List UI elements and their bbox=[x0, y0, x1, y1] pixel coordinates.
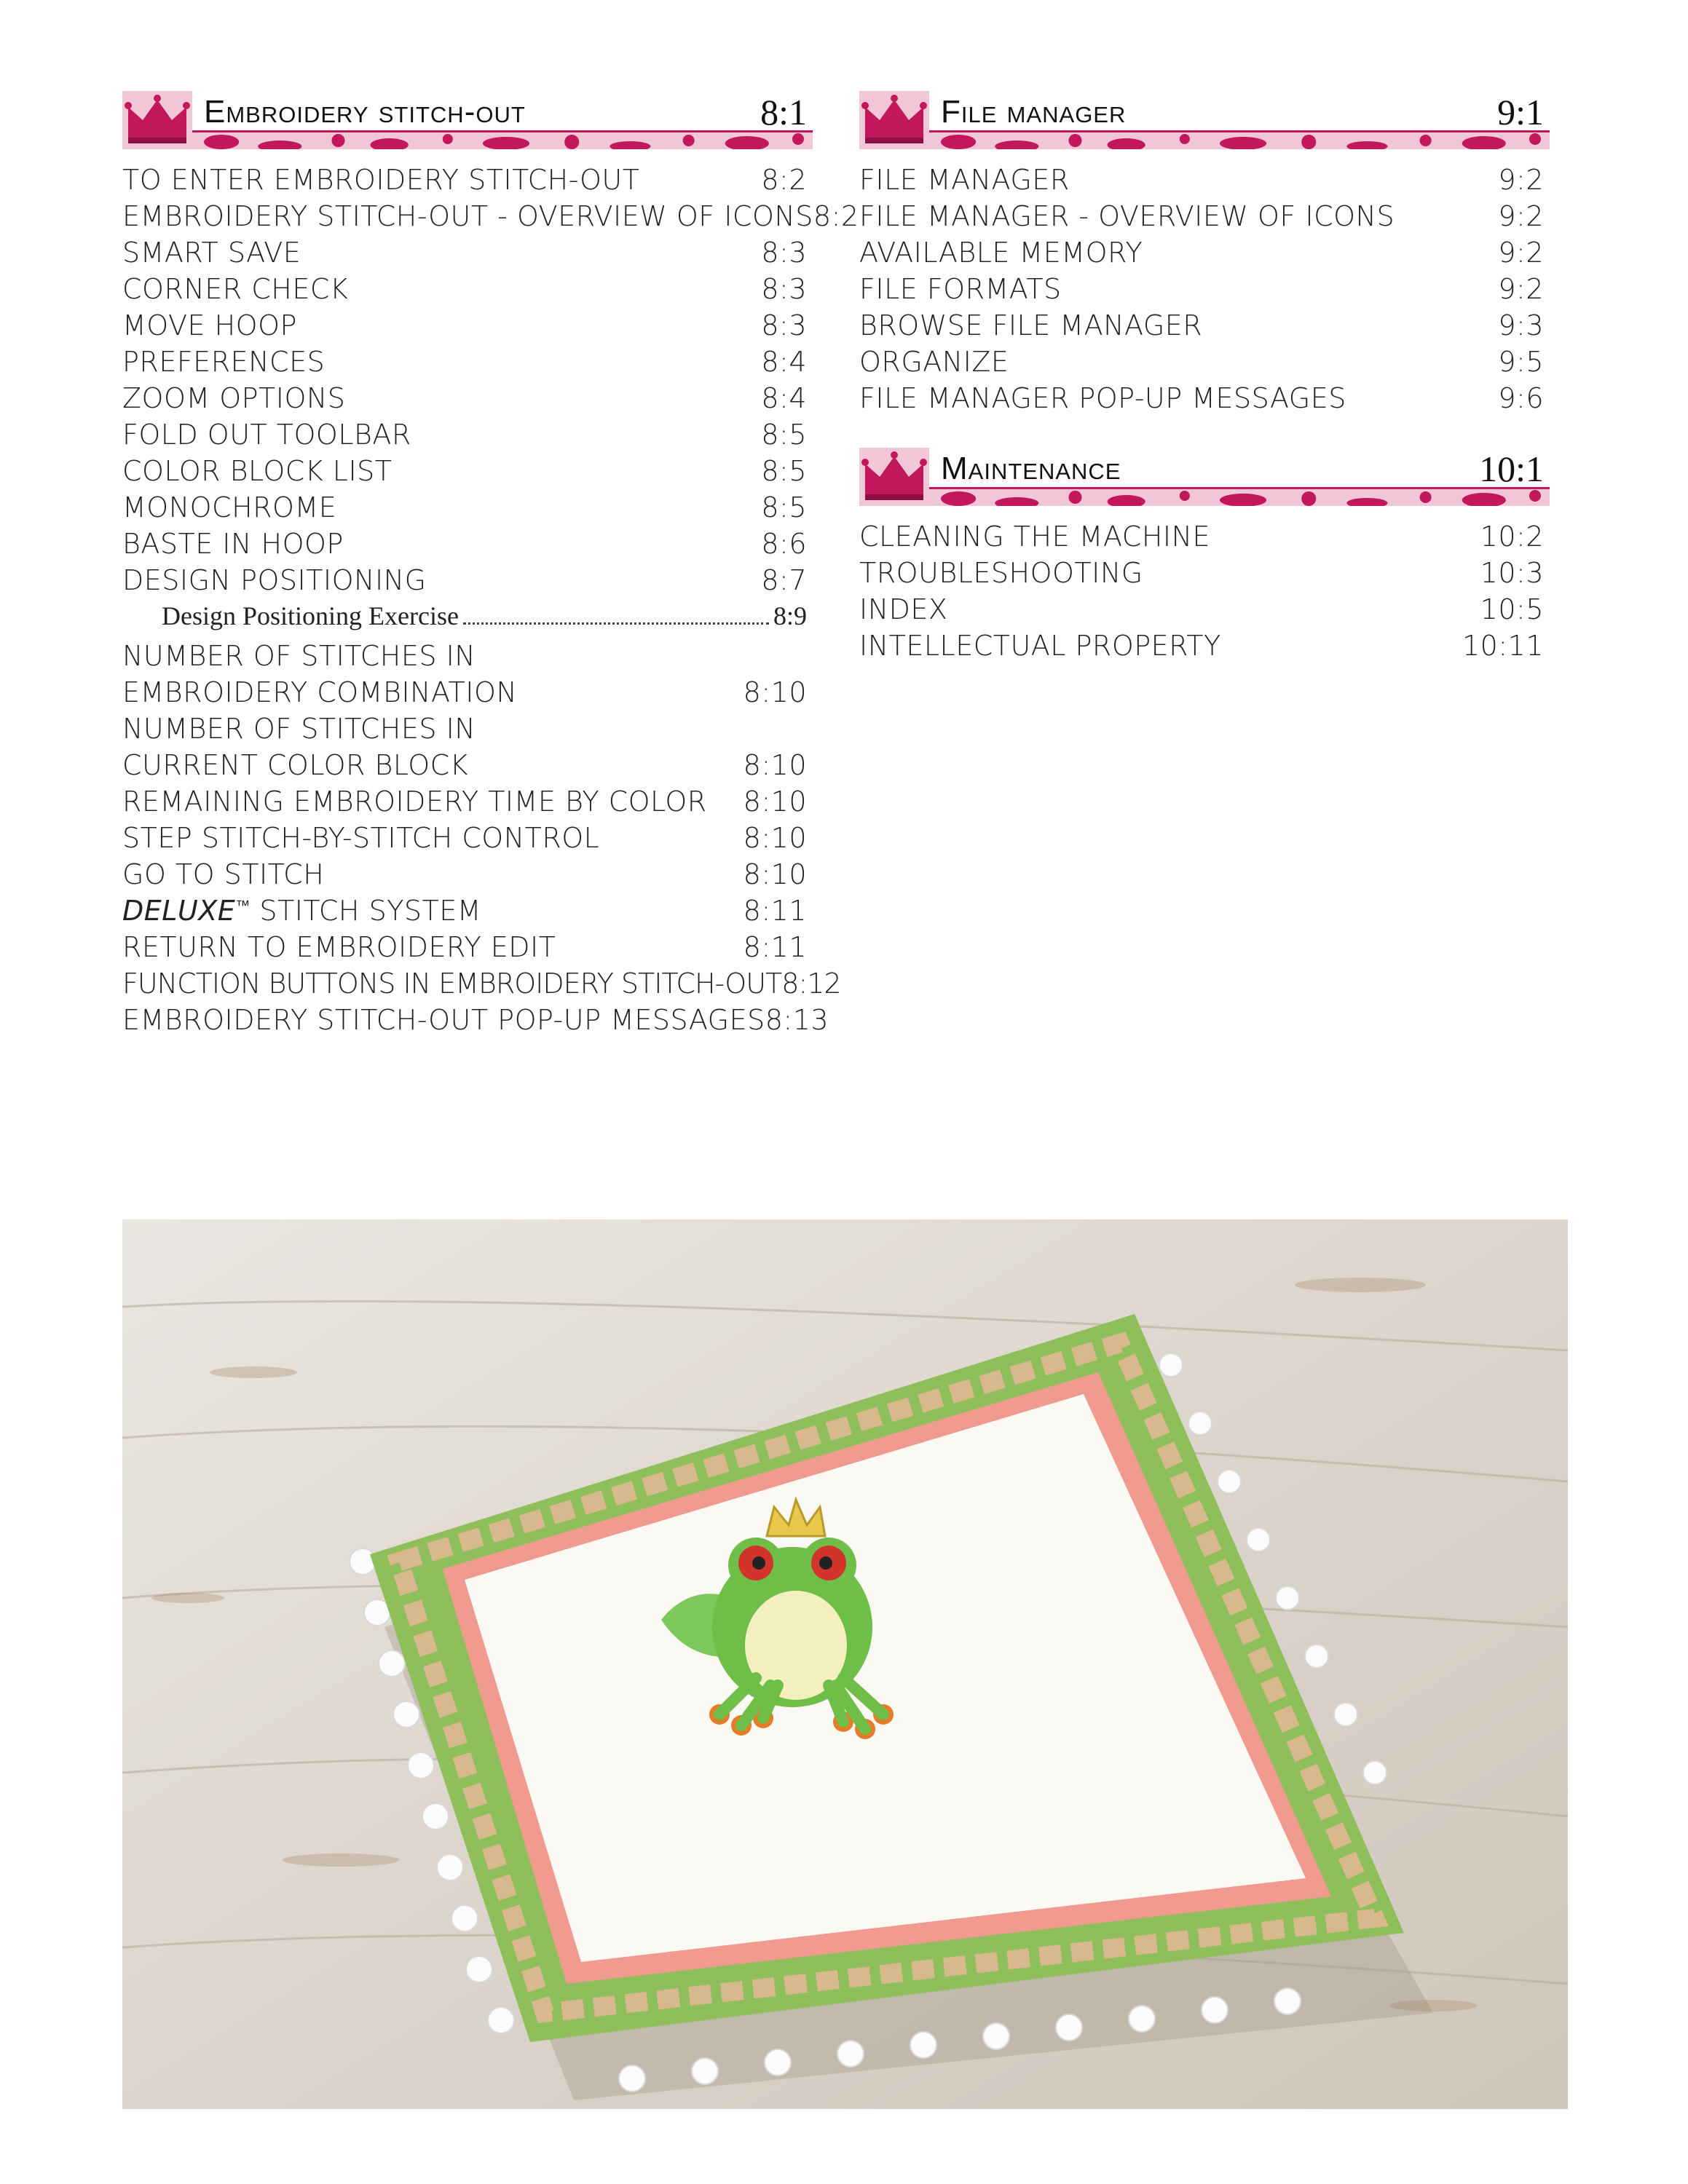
toc-entry-page: 8:11 bbox=[743, 931, 807, 963]
toc-column-right bbox=[859, 91, 1550, 666]
toc-entry-label: TO ENTER EMBROIDERY STITCH-OUT bbox=[122, 164, 640, 196]
toc-entry[interactable] bbox=[859, 382, 1550, 419]
toc-entry-wrapped[interactable] bbox=[122, 713, 813, 786]
toc-entry-label: BASTE IN HOOP bbox=[122, 528, 344, 560]
toc-entry-label: FUNCTION BUTTONS IN EMBROIDERY STITCH-OUT bbox=[122, 968, 782, 1000]
toc-entry[interactable] bbox=[122, 346, 813, 382]
toc-entry-page: 8:12 bbox=[781, 968, 841, 1000]
toc-entry-label: AVAILABLE MEMORY bbox=[859, 237, 1143, 269]
toc-entry-label: PREFERENCES bbox=[122, 346, 326, 378]
toc-entry-page: 8:10 bbox=[743, 786, 807, 818]
toc-entry-label-line1: NUMBER OF STITCHES IN bbox=[122, 640, 476, 672]
toc-entry-page: 8:3 bbox=[761, 273, 807, 305]
toc-entry[interactable] bbox=[859, 593, 1550, 630]
toc-entry-page: 9:6 bbox=[1498, 382, 1544, 414]
deluxe-brand: DELUXE bbox=[122, 895, 236, 927]
decorative-band bbox=[929, 488, 1550, 506]
toc-entry-label: TROUBLESHOOTING bbox=[859, 557, 1143, 589]
section-rule bbox=[192, 130, 813, 132]
toc-entry-page: 8:10 bbox=[743, 822, 807, 854]
section-rule bbox=[929, 487, 1550, 489]
toc-entry-page: 8:11 bbox=[743, 895, 807, 927]
toc-entry-label: EMBROIDERY STITCH-OUT POP-UP MESSAGES bbox=[122, 1004, 765, 1036]
toc-entry-label: STITCH SYSTEM bbox=[250, 895, 482, 927]
toc-entry-label: DESIGN POSITIONING bbox=[122, 564, 427, 596]
toc-entry-page: 8:5 bbox=[761, 491, 807, 523]
toc-entry[interactable] bbox=[122, 309, 813, 346]
toc-entry-page: 9:2 bbox=[1498, 164, 1544, 196]
toc-entry[interactable] bbox=[859, 557, 1550, 593]
toc-entry-label-line2: CURRENT COLOR BLOCK bbox=[122, 749, 469, 781]
section-header-maintenance bbox=[859, 448, 1550, 506]
toc-entry-label: STEP STITCH-BY-STITCH CONTROL bbox=[122, 822, 600, 854]
toc-entry[interactable] bbox=[859, 630, 1550, 666]
toc-entry[interactable] bbox=[122, 164, 813, 200]
toc-entry[interactable] bbox=[859, 164, 1550, 200]
toc-entry-page: 8:2 bbox=[813, 200, 859, 232]
toc-entry[interactable] bbox=[122, 528, 813, 564]
toc-entry-label: SMART SAVE bbox=[122, 237, 301, 269]
toc-entry[interactable] bbox=[859, 309, 1550, 346]
toc-entry-page: 8:10 bbox=[743, 749, 807, 781]
toc-list bbox=[122, 164, 859, 1040]
crown-icon bbox=[122, 91, 192, 149]
crown-icon bbox=[859, 91, 929, 149]
toc-entry-page: 10:2 bbox=[1480, 521, 1544, 553]
toc-entry-deluxe[interactable] bbox=[122, 895, 813, 931]
toc-entry-label: MOVE HOOP bbox=[122, 309, 297, 341]
toc-entry-label: CORNER CHECK bbox=[122, 273, 349, 305]
toc-entry-page: 8:5 bbox=[761, 419, 807, 451]
toc-entry[interactable] bbox=[122, 858, 813, 895]
toc-entry-wrapped[interactable] bbox=[122, 640, 813, 713]
toc-entry-label: REMAINING EMBROIDERY TIME BY COLOR bbox=[122, 786, 707, 818]
toc-entry-page: 9:2 bbox=[1498, 273, 1544, 305]
toc-entry[interactable] bbox=[122, 491, 813, 528]
toc-entry-page: 8:4 bbox=[761, 346, 807, 378]
toc-entry-page: 8:13 bbox=[765, 1004, 829, 1036]
toc-entry-label: INTELLECTUAL PROPERTY bbox=[859, 630, 1221, 662]
toc-subentry-page: 8:9 bbox=[773, 601, 807, 630]
toc-entry-label: FILE MANAGER bbox=[859, 164, 1070, 196]
toc-entry-label: INDEX bbox=[859, 593, 948, 625]
toc-entry[interactable] bbox=[859, 521, 1550, 557]
toc-entry-label: FOLD OUT TOOLBAR bbox=[122, 419, 411, 451]
section-title: Maintenance bbox=[941, 451, 1121, 486]
toc-entry-label: MONOCHROME bbox=[122, 491, 337, 523]
toc-entry-label: ZOOM OPTIONS bbox=[122, 382, 346, 414]
toc-entry-page: 10:11 bbox=[1462, 630, 1544, 662]
toc-entry-page: 10:3 bbox=[1480, 557, 1544, 589]
section-page-number: 8:1 bbox=[760, 92, 807, 132]
section-page-number: 9:1 bbox=[1497, 92, 1544, 132]
toc-entry[interactable] bbox=[859, 273, 1550, 309]
toc-entry-label: GO TO STITCH bbox=[122, 858, 325, 890]
toc-entry-page: 8:10 bbox=[743, 858, 807, 890]
section-header-embroidery bbox=[122, 91, 813, 149]
toc-entry-page: 9:3 bbox=[1498, 309, 1544, 341]
toc-entry[interactable] bbox=[122, 200, 859, 237]
toc-subentry-label: Design Positioning Exercise bbox=[162, 601, 459, 630]
toc-entry-label-line1: NUMBER OF STITCHES IN bbox=[122, 713, 476, 745]
toc-entry[interactable] bbox=[122, 382, 813, 419]
toc-entry[interactable] bbox=[122, 237, 813, 273]
toc-entry[interactable] bbox=[859, 346, 1550, 382]
toc-entry-page: 9:2 bbox=[1498, 200, 1544, 232]
toc-entry-label: FILE FORMATS bbox=[859, 273, 1062, 305]
embroidered-frog-pillow-photo bbox=[122, 1219, 1568, 2109]
toc-entry-label: ORGANIZE bbox=[859, 346, 1009, 378]
section-page-number: 10:1 bbox=[1479, 448, 1544, 489]
toc-entry-label: FILE MANAGER POP-UP MESSAGES bbox=[859, 382, 1346, 414]
toc-entry-label: RETURN TO EMBROIDERY EDIT bbox=[122, 931, 556, 963]
toc-entry-label: EMBROIDERY STITCH-OUT - OVERVIEW OF ICONS bbox=[122, 200, 813, 232]
leader-dots bbox=[463, 622, 769, 625]
toc-entry[interactable] bbox=[122, 786, 813, 822]
toc-list bbox=[859, 521, 1550, 666]
toc-entry[interactable] bbox=[122, 273, 813, 309]
section-header-file-manager bbox=[859, 91, 1550, 149]
decorative-band bbox=[929, 132, 1550, 149]
section-title: File manager bbox=[941, 94, 1127, 130]
toc-entry-page: 9:5 bbox=[1498, 346, 1544, 378]
toc-entry-page: 8:2 bbox=[761, 164, 807, 196]
toc-entry[interactable] bbox=[122, 455, 813, 491]
toc-entry-page: 8:5 bbox=[761, 455, 807, 487]
decorative-band bbox=[192, 132, 813, 149]
toc-entry-page: 8:7 bbox=[761, 564, 807, 596]
toc-entry-label: COLOR BLOCK LIST bbox=[122, 455, 393, 487]
toc-entry-page: 8:3 bbox=[761, 309, 807, 341]
toc-entry[interactable] bbox=[859, 200, 1550, 237]
toc-subentry[interactable] bbox=[122, 601, 813, 640]
toc-entry-page: 8:6 bbox=[761, 528, 807, 560]
toc-entry-page: 9:2 bbox=[1498, 237, 1544, 269]
crown-icon bbox=[859, 448, 929, 506]
toc-entry[interactable] bbox=[122, 564, 813, 601]
toc-entry[interactable] bbox=[122, 822, 813, 858]
toc-entry-page: 8:10 bbox=[743, 676, 807, 708]
toc-entry-label-line2: EMBROIDERY COMBINATION bbox=[122, 676, 518, 708]
toc-entry-page: 8:3 bbox=[761, 237, 807, 269]
toc-entry-label: CLEANING THE MACHINE bbox=[859, 521, 1211, 553]
section-rule bbox=[929, 130, 1550, 132]
toc-entry[interactable] bbox=[859, 237, 1550, 273]
trademark-symbol: ™ bbox=[235, 896, 251, 914]
toc-entry[interactable] bbox=[122, 968, 841, 1004]
toc-entry[interactable] bbox=[122, 419, 813, 455]
section-title: Embroidery stitch-out bbox=[204, 94, 526, 130]
toc-list bbox=[859, 164, 1550, 419]
toc-entry[interactable] bbox=[122, 931, 813, 968]
toc-entry-page: 10:5 bbox=[1480, 593, 1544, 625]
toc-entry-label: BROWSE FILE MANAGER bbox=[859, 309, 1203, 341]
toc-entry[interactable] bbox=[122, 1004, 829, 1040]
toc-entry-page: 8:4 bbox=[761, 382, 807, 414]
toc-entry-label: FILE MANAGER - OVERVIEW OF ICONS bbox=[859, 200, 1395, 232]
toc-column-left bbox=[122, 91, 859, 1040]
